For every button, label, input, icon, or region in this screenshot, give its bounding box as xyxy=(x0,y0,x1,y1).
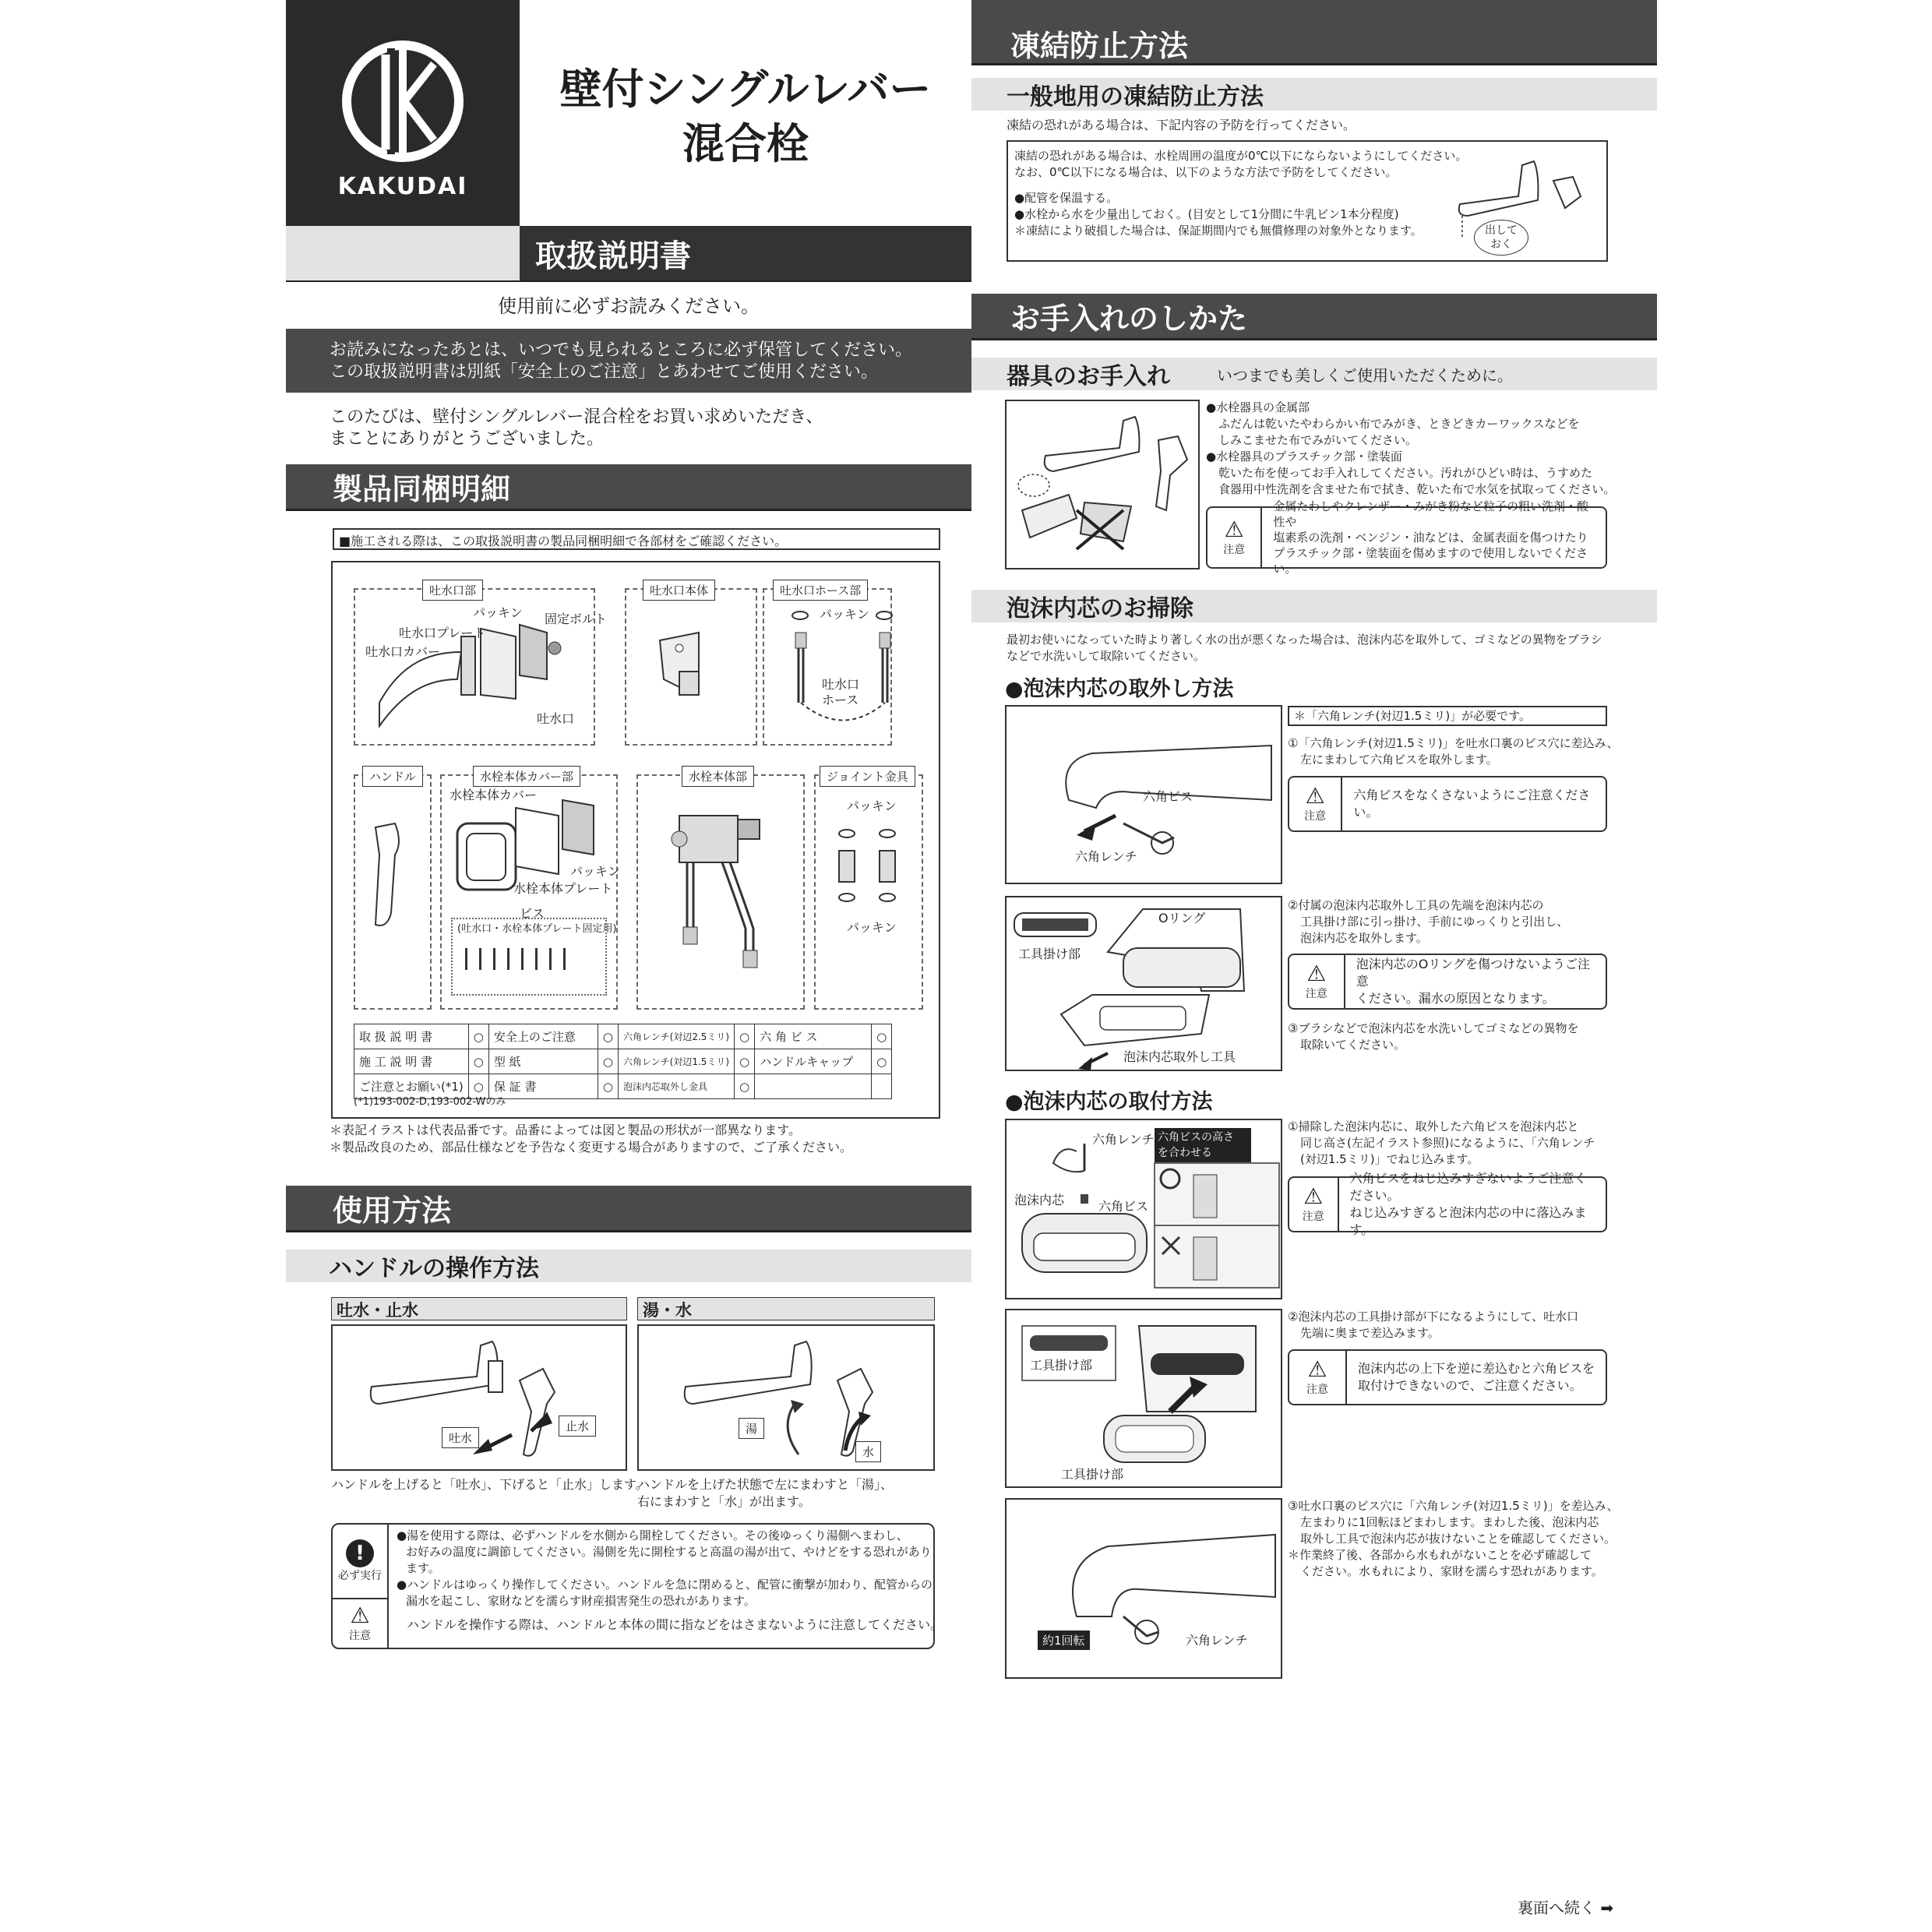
must-label: 必ず実行 xyxy=(338,1570,382,1582)
contents-check-cell: ○ xyxy=(468,1024,488,1049)
warning-triangle-icon: ⚠ xyxy=(1306,961,1327,986)
contents-check-cell: ○ xyxy=(735,1074,755,1099)
care-p3: 食器用中性洗剤を含ませた布で拭き、乾いた布で水気を拭取ってください。 xyxy=(1218,482,1616,496)
contents-item-cell: 型 紙 xyxy=(488,1049,598,1074)
need-note-text: ＊「六角レンチ(対辺1.5ミリ)」が必要です。 xyxy=(1294,709,1531,723)
install-step3-text xyxy=(1288,1498,1619,1580)
care-illustration-box xyxy=(1005,400,1200,569)
must-line4: 漏水を起こし、家財などを濡らす財産損害発生の恐れがあります。 xyxy=(406,1594,756,1608)
freeze-l1: 凍結の恐れがある場合は、水栓周囲の温度が0℃以下にならないようにしてください。 xyxy=(1014,149,1468,163)
notes-line1: ＊表記イラストは代表品番です。品番によっては図と製品の形状が一部異なります。 xyxy=(330,1123,801,1137)
contents-table xyxy=(354,1024,892,1099)
i1c: (対辺1.5ミリ)」でねじ込みます。 xyxy=(1300,1152,1479,1166)
label-hook-3: 工具掛け部 xyxy=(1061,1467,1124,1482)
label-spout-plate: 吐水口プレート xyxy=(399,626,486,640)
contents-item-cell: 取 扱 説 明 書 xyxy=(354,1024,469,1049)
care-c1: 金属たわしやクレンザー・みがき粉など粒子の粗い洗剤・酸性や xyxy=(1273,499,1588,529)
i3c: 取外し工具で泡沫内芯が抜けないことを確認してください。 xyxy=(1300,1532,1616,1546)
contents-panel xyxy=(331,561,940,1119)
r2e: ください。漏水の原因となります。 xyxy=(1356,991,1555,1006)
keep-line2: この取扱説明書は別紙「安全上のご注意」とあわせてご使用ください。 xyxy=(330,362,879,382)
install-step1-illustration-box xyxy=(1005,1119,1282,1299)
care-heading: お手入れのしかた xyxy=(971,294,1657,340)
i1b: 同じ高さ(左記イラスト参照)になるように、「六角レンチ xyxy=(1300,1136,1595,1150)
label-wrench-1: 六角レンチ xyxy=(1075,849,1137,864)
label-packing-4: パッキン xyxy=(847,799,897,813)
install-step3-illustration xyxy=(1007,1500,1284,1680)
usage-caution-label: 注意 xyxy=(349,1630,371,1642)
label-screw-note: (吐水口・水栓本体プレート固定用) xyxy=(457,923,617,935)
tag-joint: ジョイント金具 xyxy=(820,766,915,787)
freeze-sub: 一般地用の凍結防止方法 xyxy=(971,78,1657,111)
remove-step1-text xyxy=(1288,735,1619,768)
contents-check-cell: ○ xyxy=(735,1049,755,1074)
label-spout: 吐水口 xyxy=(537,711,575,726)
must-text xyxy=(397,1528,933,1609)
label-core-1: 泡沫内芯 xyxy=(1014,1193,1065,1208)
aerator-sub: 泡沫内芯のお掃除 xyxy=(971,590,1657,622)
aerator-lead xyxy=(1007,632,1602,665)
care-c3: プラスチック部・塗装面を傷めますので使用しないでください。 xyxy=(1273,546,1588,576)
notes-line2: ＊製品改良のため、部品仕様などを予告なく変更する場合がありますので、ご了承ください。 xyxy=(330,1140,853,1155)
contents-item-cell xyxy=(755,1074,872,1099)
contents-notice xyxy=(333,528,940,550)
label-packing-1: パッキン xyxy=(473,605,523,620)
label-hose-1: 吐水口 xyxy=(822,677,860,692)
contents-footnote: (*1)193-002-D,193-002-Wのみ xyxy=(354,1096,506,1108)
contents-table-body xyxy=(354,1024,892,1099)
label-screw: ビス xyxy=(520,906,545,921)
i2c: 泡沫内芯の上下を逆に差込むと六角ビスを xyxy=(1358,1361,1595,1376)
next-page[interactable] xyxy=(1518,1895,1613,1918)
remove-step1-caution xyxy=(1288,776,1607,832)
caption-hot-cold-1: ハンドルを上げた状態で左にまわすと「湯」、 xyxy=(637,1477,894,1492)
contents-check-cell: ○ xyxy=(872,1024,892,1049)
install-step2-illustration-box xyxy=(1005,1309,1282,1488)
label-hook-2: 工具掛け部 xyxy=(1030,1358,1093,1373)
aerator-lead1: 最初お使いになっていた時より著しく水の出が悪くなった場合は、泡沫内芯を取外して、ゴミなどの異物をブラシ xyxy=(1007,633,1602,647)
contents-item-cell: 安全上のご注意 xyxy=(488,1024,598,1049)
label-packing-5: パッキン xyxy=(847,920,897,935)
care-sub-bar xyxy=(971,358,1657,390)
contents-item-cell: 六角レンチ(対辺2.5ミリ) xyxy=(618,1024,734,1049)
contents-table-row xyxy=(354,1049,892,1074)
illu-hot-cold xyxy=(637,1324,935,1471)
bubble-line1: 出して xyxy=(1485,224,1518,237)
install-step1-caution xyxy=(1288,1171,1607,1237)
freeze-l4: ●水栓から水を少量出しておく。(目安として1分間に牛乳ビン1本分程度) xyxy=(1014,207,1399,221)
care-m1: ●水栓器具の金属部 xyxy=(1206,400,1310,414)
caption-hot-cold-2: 右にまわすと「水」が出ます。 xyxy=(637,1494,811,1509)
tag-handle: ハンドル xyxy=(362,766,423,787)
turn-tag: 約1回転 xyxy=(1038,1631,1090,1650)
contents-check-cell: ○ xyxy=(598,1074,618,1099)
contents-check-cell xyxy=(872,1074,892,1099)
care-m3: しみこませた布でみがいてください。 xyxy=(1218,433,1418,447)
doc-type xyxy=(520,226,971,282)
thanks-line1: このたびは、壁付シングルレバー混合栓をお買い求めいただき、 xyxy=(330,407,823,427)
usage-caution-text: ハンドルを操作する際は、ハンドルと本体の間に指などをはさまないように注意してください。 xyxy=(407,1617,943,1632)
next-page-text: 裏面へ続く xyxy=(1518,1899,1595,1917)
contents-check-cell: ○ xyxy=(872,1049,892,1074)
label-wrench-3: 六角レンチ xyxy=(1186,1633,1248,1648)
r2-caution-label: 注意 xyxy=(1305,988,1327,1000)
warning-triangle-icon: ⚠ xyxy=(1224,516,1244,542)
doc-type-bar xyxy=(286,226,520,282)
install-step3-illustration-box xyxy=(1005,1498,1282,1679)
remove-step1-illustration-box xyxy=(1005,705,1282,884)
usage-heading: 使用方法 xyxy=(286,1186,971,1232)
i3d: ＊作業終了後、各部から水もれがないことを必ず確認して xyxy=(1288,1548,1592,1562)
usage-warnings xyxy=(331,1523,943,1649)
install-step2-illustration xyxy=(1007,1310,1284,1490)
brand-block xyxy=(286,0,520,226)
contents-item-cell: 保 証 書 xyxy=(488,1074,598,1099)
contents-item-cell: ご注意とお願い(*1) xyxy=(354,1074,469,1099)
contents-check-cell: ○ xyxy=(468,1049,488,1074)
contents-check-cell: ○ xyxy=(735,1024,755,1049)
i2b: 先端に奥まで差込みます。 xyxy=(1300,1326,1440,1340)
usage-caution-icon-cell xyxy=(333,1599,389,1648)
joint-illustration xyxy=(333,562,933,1014)
freeze-l5: ＊凍結により破損した場合は、保証期間内でも無償修理の対象外となります。 xyxy=(1014,224,1423,238)
product-title xyxy=(520,62,971,171)
i1-caution-icon-cell xyxy=(1289,1178,1339,1231)
remove-step2-illustration xyxy=(1007,897,1284,1073)
i2-caution-icon-cell xyxy=(1289,1351,1347,1404)
care-illustration xyxy=(1007,401,1201,571)
care-caution xyxy=(1206,499,1607,576)
title-line1: 壁付シングルレバー xyxy=(559,65,932,114)
r2-caution-icon-cell xyxy=(1289,955,1345,1008)
r3a: ③ブラシなどで泡沫内芯を水洗いしてゴミなどの異物を xyxy=(1288,1021,1579,1035)
r2d: 泡沫内芯のOリングを傷つけないようご注意 xyxy=(1356,957,1590,989)
must-line1: ●湯を使用する際は、必ずハンドルを水側から開栓してください。その後ゆっくり湯側へまわし、 xyxy=(397,1528,908,1542)
remove-step3-text xyxy=(1288,1021,1578,1053)
care-sub: 器具のお手入れ xyxy=(1007,363,1170,390)
warning-triangle-icon: ⚠ xyxy=(1303,1183,1324,1209)
contents-notice-text: ■施工される際は、この取扱説明書の製品同梱明細で各部材をご確認ください。 xyxy=(339,534,788,548)
remove-step2-illustration-box xyxy=(1005,896,1282,1071)
contents-item-cell: 泡沫内芯取外し金具 xyxy=(618,1074,734,1099)
label-hot: 湯 xyxy=(739,1418,764,1439)
remove-title: ●泡沫内芯の取外し方法 xyxy=(1005,677,1234,701)
thanks-line2: まことにありがとうございました。 xyxy=(330,429,605,449)
tag-cover: 水栓本体カバー部 xyxy=(473,766,580,787)
contents-heading: 製品同梱明細 xyxy=(286,464,971,511)
r2c: 泡沫内芯を取外します。 xyxy=(1300,931,1428,945)
arrow-right-icon: ➡ xyxy=(1600,1899,1614,1917)
i3b: 左まわりに1回転ほどまわします。まわした後、泡沫内芯 xyxy=(1300,1515,1599,1529)
r3b: 取除いてください。 xyxy=(1300,1038,1406,1052)
label-wrench-2: 六角レンチ xyxy=(1092,1132,1155,1147)
remove-step2-text xyxy=(1288,897,1568,947)
care-m2: ふだんは乾いたやわらかい布でみがき、ときどきカーワックスなどを xyxy=(1218,417,1580,431)
i1-caution-text xyxy=(1339,1170,1606,1239)
keep-notice xyxy=(286,329,971,393)
label-packing-3: パッキン xyxy=(570,864,620,879)
label-spout-cover: 吐水口カバー xyxy=(365,644,441,659)
freeze-heading: 凍結防止方法 xyxy=(971,0,1657,65)
warning-triangle-icon: ⚠ xyxy=(1305,783,1325,809)
i1a: ①掃除した泡沫内芯に、取外した六角ビスを泡沫内芯と xyxy=(1288,1119,1579,1133)
label-tool: 泡沫内芯取外し工具 xyxy=(1123,1049,1236,1064)
install-step1-text xyxy=(1288,1119,1595,1168)
align-line1: 六角ビスの高さ xyxy=(1158,1131,1234,1144)
tag-spout-part: 吐水口部 xyxy=(422,580,483,601)
r1-caution-label: 注意 xyxy=(1304,810,1327,823)
freeze-l3: ●配管を保温する。 xyxy=(1014,191,1119,205)
label-hose-2: ホース xyxy=(822,693,859,707)
tag-spout-body: 吐水口本体 xyxy=(643,580,715,601)
label-cold: 水 xyxy=(855,1441,881,1462)
r2-caution-text xyxy=(1345,956,1606,1007)
doc-type-text: 取扱説明書 xyxy=(535,238,691,274)
care-caution-label: 注意 xyxy=(1223,544,1246,556)
contents-check-cell: ○ xyxy=(598,1049,618,1074)
title-line2: 混合栓 xyxy=(682,119,809,168)
col2-title: 湯・水 xyxy=(637,1297,935,1320)
exclaim-icon: ! xyxy=(346,1539,374,1567)
r1-caution-icon-cell xyxy=(1289,777,1342,830)
must-do-icon-cell xyxy=(333,1525,389,1599)
label-hook-1: 工具掛け部 xyxy=(1018,947,1081,961)
warning-triangle-icon: ⚠ xyxy=(1307,1356,1327,1382)
keep-line1: お読みになったあとは、いつでも見られるところに必ず保管してください。 xyxy=(330,340,913,360)
r1b: 左にまわして六角ビスを取外します。 xyxy=(1300,753,1498,767)
install-title: ●泡沫内芯の取付方法 xyxy=(1005,1090,1213,1114)
care-text xyxy=(1206,400,1615,498)
contents-item-cell: 六 角 ビ ス xyxy=(755,1024,872,1049)
aerator-lead2: などで水洗いして取除いてください。 xyxy=(1007,649,1206,663)
care-caution-text xyxy=(1262,499,1606,576)
label-oring: Oリング xyxy=(1158,911,1206,925)
r1a: ①「六角レンチ(対辺1.5ミリ)」を吐水口裏のビス穴に差込み、 xyxy=(1288,736,1619,750)
install-step2-text xyxy=(1288,1309,1578,1341)
care-p2: 乾いた布を使ってお手入れしてください。汚れがひどい時は、うすめた xyxy=(1218,466,1593,480)
install-step2-caution xyxy=(1288,1349,1607,1405)
must-line2: お好みの温度に調節してください。湯側を先に開栓すると高温の湯が出て、やけどをする恐れがあります。 xyxy=(406,1545,932,1575)
i3e: ください。水もれにより、家財を濡らす恐れがあります。 xyxy=(1300,1564,1603,1578)
r2b: 工具掛け部に引っ掛け、手前にゆっくりと引出し、 xyxy=(1300,915,1569,929)
i1-caution-label: 注意 xyxy=(1302,1211,1324,1223)
care-sub-note: いつまでも美しくご使用いただくために。 xyxy=(1217,365,1513,385)
label-out: 吐水 xyxy=(442,1427,479,1448)
speech-bubble xyxy=(1474,220,1528,256)
illu-on-off xyxy=(331,1324,627,1471)
label-fixing-bolt: 固定ボルト xyxy=(545,612,608,626)
col1-title: 吐水・止水 xyxy=(331,1297,627,1320)
faucet-on-off-illustration xyxy=(333,1326,629,1472)
faucet-hot-cold-illustration xyxy=(639,1326,936,1472)
contents-check-cell: ○ xyxy=(598,1024,618,1049)
align-tag xyxy=(1155,1128,1251,1162)
contents-item-cell: ハンドルキャップ xyxy=(755,1049,872,1074)
thanks xyxy=(330,407,823,450)
r1-caution-text: 六角ビスをなくさないようにご注意ください。 xyxy=(1353,788,1591,820)
bubble-line2: おく xyxy=(1490,238,1512,251)
freeze-box xyxy=(1007,140,1608,262)
align-line2: を合わせる xyxy=(1158,1147,1212,1159)
label-body-plate: 水栓本体プレート xyxy=(513,881,613,896)
freeze-l2: なお、0℃以下になる場合は、以下のような方法で予防をしてください。 xyxy=(1014,165,1398,179)
contents-check-cell: ○ xyxy=(468,1074,488,1099)
usage-sub: ハンドルの操作方法 xyxy=(286,1250,971,1282)
read-first: 使用前に必ずお読みください。 xyxy=(498,295,760,317)
contents-item-cell: 施 工 説 明 書 xyxy=(354,1049,469,1074)
label-hexscrew-2: 六角ビス xyxy=(1098,1199,1149,1214)
brand-name: KAKUDAI xyxy=(337,173,468,200)
tag-hose: 吐水口ホース部 xyxy=(773,580,868,601)
i2-caution-text xyxy=(1347,1360,1606,1394)
i2-caution-label: 注意 xyxy=(1306,1384,1328,1396)
i2a: ②泡沫内芯の工具掛け部が下になるようにして、吐水口 xyxy=(1288,1310,1579,1324)
care-p1: ●水栓器具のプラスチック部・塗装面 xyxy=(1206,450,1402,464)
need-note xyxy=(1288,706,1607,726)
label-hexscrew-1: 六角ビス xyxy=(1143,789,1193,804)
care-c2: 塩素系の洗剤・ベンジン・油などは、金属表面を傷つけたり xyxy=(1273,531,1588,545)
tag-body: 水栓本体部 xyxy=(682,766,754,787)
caption-on-off: ハンドルを上げると「吐水」、下げると「止水」します。 xyxy=(331,1477,648,1492)
i3a: ③吐水口裏のビス穴に「六角レンチ(対辺1.5ミリ)」を差込み、 xyxy=(1288,1499,1619,1513)
i1e: ねじ込みすぎると泡沫内芯の中に落込みます。 xyxy=(1349,1205,1587,1237)
freeze-lead: 凍結の恐れがある場合は、下記内容の予防を行ってください。 xyxy=(1007,118,1356,132)
must-line3: ●ハンドルはゆっくり操作してください。ハンドルを急に閉めると、配管に衝撃が加わり、配管からの xyxy=(397,1578,933,1592)
label-stop: 止水 xyxy=(559,1416,596,1437)
contents-item-cell: 六角レンチ(対辺1.5ミリ) xyxy=(618,1049,734,1074)
warning-triangle-icon: ⚠ xyxy=(350,1602,370,1628)
label-packing-2: パッキン xyxy=(820,607,869,622)
i2d: 取付けできないので、ご注意ください。 xyxy=(1358,1378,1582,1393)
label-body-cover: 水栓本体カバー xyxy=(450,788,538,802)
r2a: ②付属の泡沫内芯取外し工具の先端を泡沫内芯の xyxy=(1288,898,1544,912)
i1d: 六角ビスをねじ込みすぎないようご注意ください。 xyxy=(1349,1171,1587,1203)
contents-table-row xyxy=(354,1024,892,1049)
care-caution-icon-cell xyxy=(1208,508,1262,567)
remove-step2-caution xyxy=(1288,954,1607,1010)
